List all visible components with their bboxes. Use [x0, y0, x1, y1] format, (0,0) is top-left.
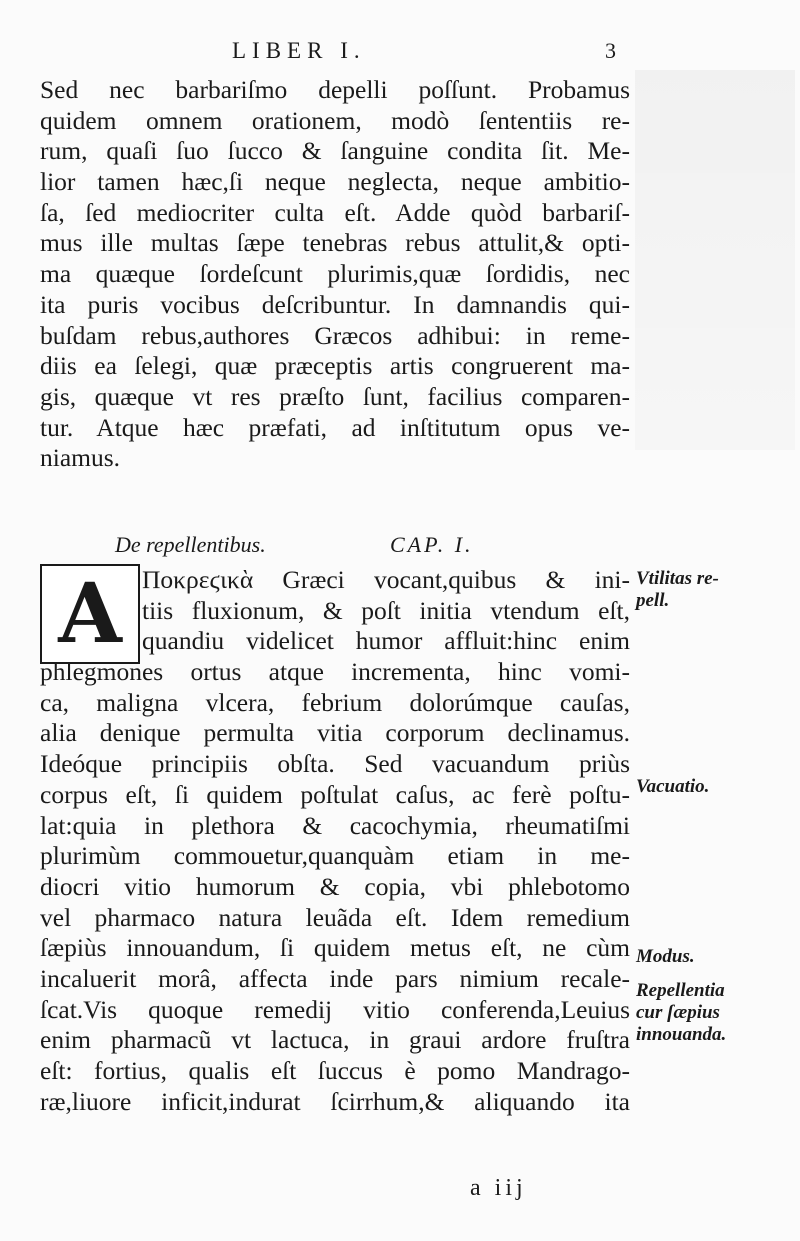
text-line: phlegmones ortus atque incrementa, hinc vomi-: [40, 657, 630, 687]
text-line: tur. Atque hæc præfati, ad inſtitutum opus ve-: [40, 412, 630, 442]
text-line: enim pharmacũ vt lactuca, in graui ardore fruſtra: [40, 1025, 630, 1055]
show-through-area: [635, 70, 795, 450]
text-line: mus ille multas ſæpe tenebras rebus attulit,& opti-: [40, 228, 630, 258]
marginal-line: pell.: [636, 590, 670, 611]
paragraph-intro: [40, 75, 630, 474]
signature-mark: a iij: [470, 1175, 527, 1201]
marginal-line: Repellentia: [636, 980, 725, 1001]
text-line: ſa, ſed mediocriter culta eſt. Adde quòd barbariſ-: [40, 197, 630, 227]
text-line: ita puris vocibus deſcribuntur. In damnandis qui-: [40, 289, 630, 319]
text-line: Ideóque principiis obſta. Sed vacuandum priùs: [40, 749, 630, 779]
text-line: ma quæque ſordeſcunt plurimis,quæ ſordidis, nec: [40, 259, 630, 289]
marginal-line: innouanda.: [636, 1024, 727, 1045]
text-line: incaluerit morâ, affecta inde pars nimium recale-: [40, 963, 630, 993]
text-line: quandiu videlicet humor affluit:hinc enim: [142, 626, 630, 656]
text-line: tiis fluxionum, & poſt initia vtendum eſt,: [142, 595, 630, 625]
marginal-line: Vtilitas re-: [636, 568, 719, 589]
marginal-note-modus: [636, 946, 695, 968]
text-line: diocri vitio humorum & copia, vbi phlebotomo: [40, 871, 630, 901]
page-number: 3: [605, 38, 616, 63]
chapter-title: De repellentibus.: [115, 532, 266, 557]
marginal-line: Vacuatio.: [636, 776, 710, 797]
marginal-note-vacuatio: [636, 776, 709, 798]
text-line: corpus eſt, ſi quidem poſtulat caſus, ac ferè poſtu-: [40, 779, 630, 809]
page-header: [0, 38, 800, 68]
text-line: rum, quaſi ſuo ſucco & ſanguine condita ſit. Me-: [40, 136, 630, 166]
text-line-last: niamus.: [40, 443, 121, 473]
text-line: ca, maligna vlcera, febrium dolorúmque cauſas,: [40, 687, 630, 717]
text-line: Ποκρεϛικὰ Græci vocant,quibus & ini-: [142, 565, 630, 594]
text-line: eſt: fortius, qualis eſt ſuccus è pomo Mandrago-: [40, 1056, 630, 1085]
text-line: vel pharmaco natura leuãda eſt. Idem remedium: [40, 902, 630, 932]
text-line: buſdam rebus,authores Græcos adhibui: in reme-: [40, 320, 630, 350]
initial-letter: A: [58, 566, 122, 662]
text-line: Sed nec barbariſmo depelli poſſunt. Probamus: [40, 75, 630, 104]
text-line: ſæpiùs innouandum, ſi quidem metus eſt, ne cùm: [40, 933, 630, 963]
paragraph-chapter: [40, 565, 630, 1117]
marginal-note-utilitas: [636, 568, 719, 612]
marginal-note-repellentia: [636, 980, 726, 1046]
marginal-line: cur ſæpius: [636, 1002, 720, 1023]
text-line: gis, quæque vt res præſto ſunt, facilius comparen-: [40, 381, 630, 411]
text-line: ræ,liuore inficit,indurat ſcirrhum,& aliquando ita: [40, 1086, 630, 1116]
text-line: lior tamen hæc,ſi neque neglecta, neque ambitio-: [40, 167, 630, 197]
text-line: alia denique permulta vitia corporum declinamus.: [40, 718, 630, 748]
text-line: diis ea ſelegi, quæ præceptis artis congruerent ma-: [40, 351, 630, 381]
text-line: quidem omnem orationem, modò ſententiis re-: [40, 105, 630, 135]
running-head: LIBER I.: [232, 38, 366, 63]
text-line: plurimùm commouetur,quanquàm etiam in me-: [40, 841, 630, 871]
text-line: lat:quia in plethora & cacochymia, rheumatiſmi: [40, 810, 630, 840]
chapter-number: CAP. I.: [390, 532, 474, 557]
marginal-line: Modus.: [636, 946, 695, 967]
text-line: ſcat.Vis quoque remedij vitio conferenda,Leuius: [40, 994, 630, 1024]
